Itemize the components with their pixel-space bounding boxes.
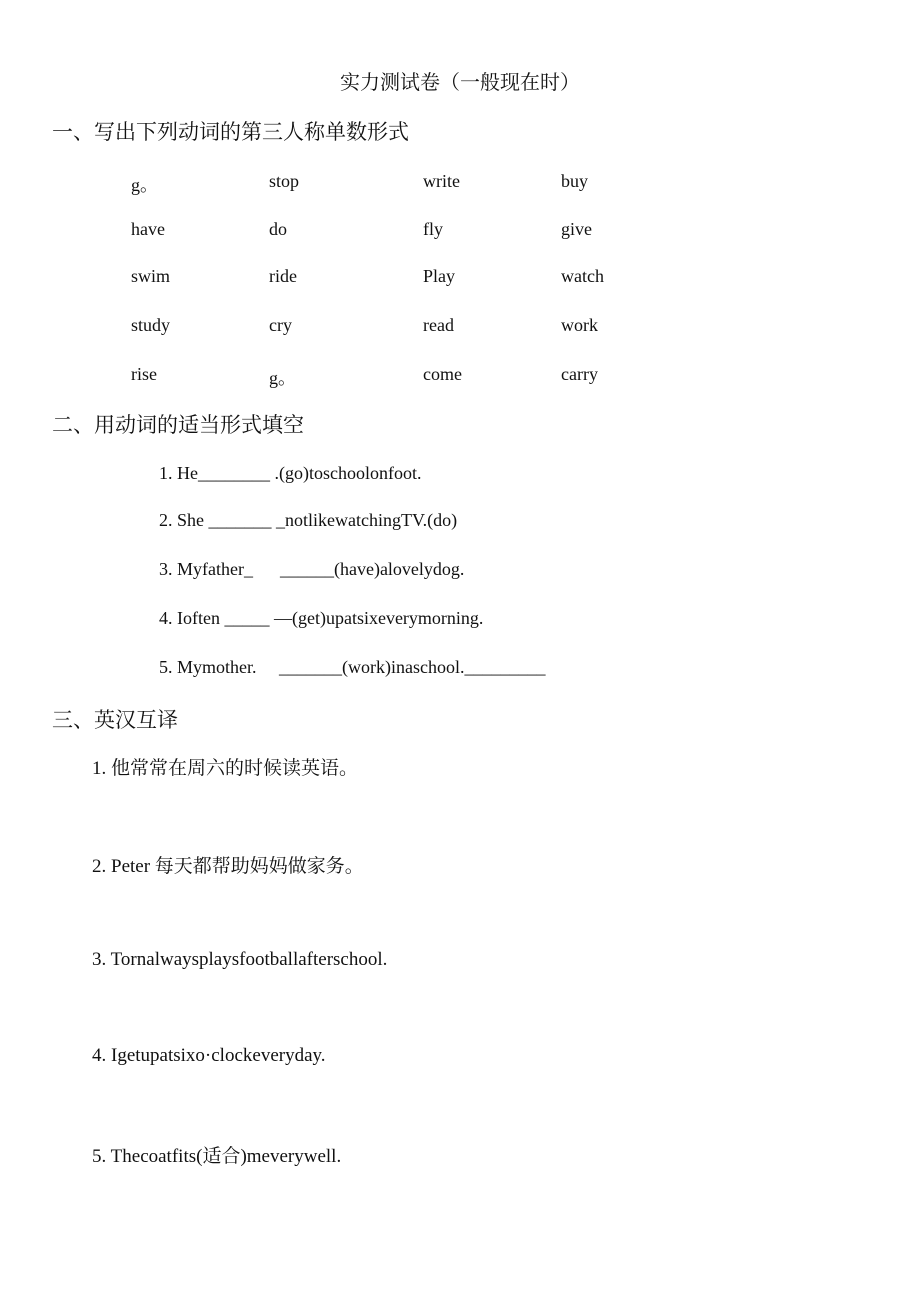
page-title: 实力测试卷（一般现在时） (340, 72, 580, 94)
section-3-heading: 三、英汉互译 (52, 708, 178, 732)
verb-cell: write (423, 171, 460, 191)
translation-item: 3. Tornalwaysplaysfootballafterschool. (92, 949, 388, 970)
verb-cell: have (131, 219, 165, 239)
verb-cell: carry (561, 364, 598, 384)
fill-blank-item: 4. Ioften _____ —(get)upatsixeverymorning. (159, 608, 484, 628)
translation-item: 2. Peter 每天都帮助妈妈做家务。 (92, 856, 364, 877)
verb-cell: study (131, 315, 171, 335)
translation-item: 1. 他常常在周六的时候读英语。 (92, 758, 359, 779)
translation-item: 5. Thecoatfits(适合)meverywell. (92, 1146, 342, 1167)
verb-cell: cry (269, 315, 292, 335)
verb-cell: g。 (269, 368, 296, 388)
verb-cell: work (561, 315, 598, 335)
verb-cell: buy (561, 171, 588, 191)
verb-cell: read (423, 315, 454, 335)
verb-cell: watch (561, 266, 604, 286)
fill-blank-item: 5. Mymother. _______(work)inaschool._________ (159, 657, 546, 677)
verb-cell: stop (269, 171, 300, 191)
section-2-heading: 二、用动词的适当形式填空 (52, 413, 304, 437)
verb-cell: swim (131, 266, 171, 286)
fill-blank-item: 2. She _______ _notlikewatchingTV.(do) (159, 510, 458, 530)
verb-cell: Play (423, 266, 456, 286)
translation-item: 4. Igetupatsixo·clockeveryday. (92, 1045, 326, 1066)
verb-cell: g。 (131, 175, 158, 195)
fill-blank-item: 3. Myfather_ ______(have)alovelydog. (159, 559, 465, 579)
verb-cell: do (269, 219, 287, 239)
fill-blank-item: 1. He________ .(go)toschoolonfoot. (159, 463, 422, 483)
verb-cell: fly (423, 219, 443, 239)
verb-cell: come (423, 364, 462, 384)
section-1-heading: 一、写出下列动词的第三人称单数形式 (52, 120, 409, 144)
verb-cell: ride (269, 266, 297, 286)
verb-cell: rise (131, 364, 157, 384)
verb-cell: give (561, 219, 592, 239)
